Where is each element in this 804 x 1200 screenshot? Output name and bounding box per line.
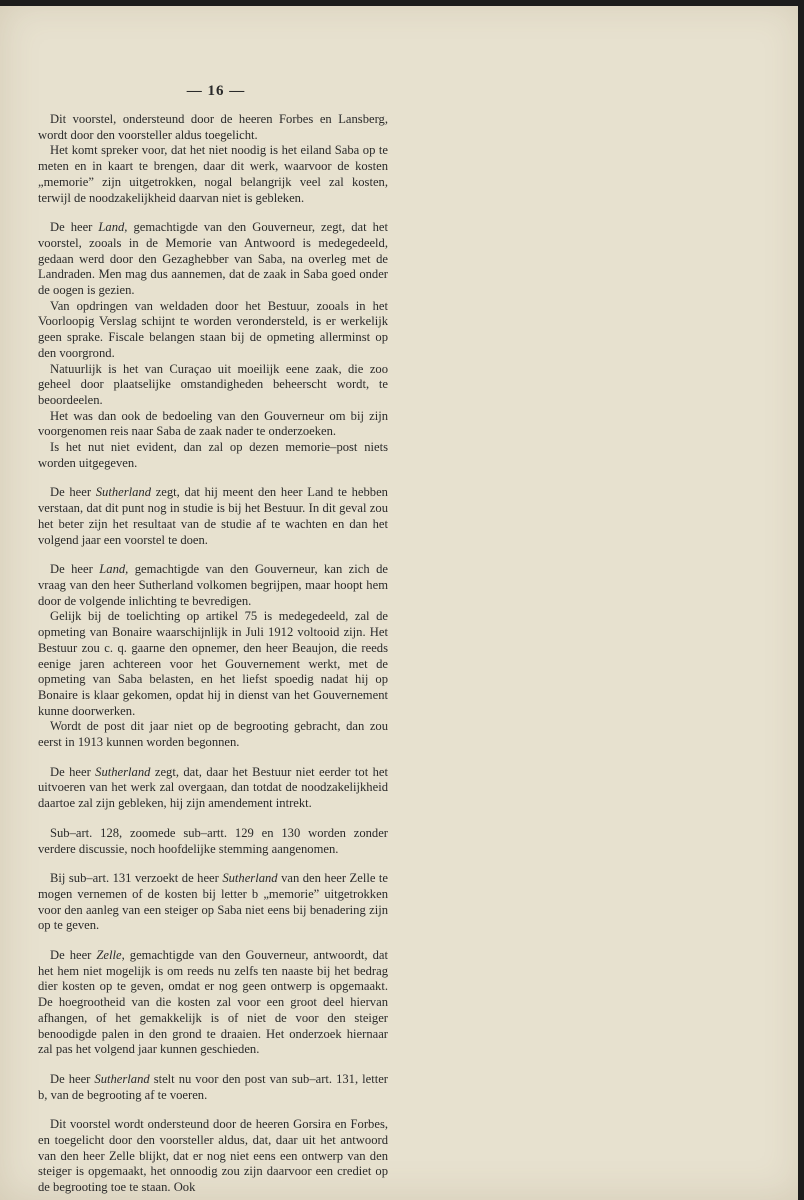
speaker-name: Sutherland bbox=[95, 764, 151, 779]
paragraph-text: gemachtigde van den Gouverneur, antwoordt, dat het hem niet mogelijk is om reeds nu zelfs ten naaste bij het bedrag dier kosten op te geven, omdat er nog geen ontwerp is opgemaakt. De hoegrootheid van die kosten zal voor een groot deel hiervan afhangen, of het gemakkelijk is of niet de voor den steiger benoodigde palen in den grond te draaien. Het onderzoek hiernaar zal pas het volgend jaar kunnen geschieden. bbox=[38, 948, 388, 1057]
paragraph-text: Is het nut niet evident, dan zal op dezen memorie–post niets worden uitgegeven. bbox=[38, 440, 388, 470]
scan-border-top bbox=[0, 0, 804, 6]
paragraph bbox=[38, 826, 388, 857]
paragraph-text: Het was dan ook de bedoeling van den Gouverneur om bij zijn voorgenomen reis naar Saba de zaak nader te onderzoeken. bbox=[38, 408, 388, 439]
speaker-name: Sutherland bbox=[222, 871, 278, 886]
paragraph-text: De heer bbox=[50, 948, 97, 963]
paragraph-text: Natuurlijk is het van Curaçao uit moeilijk eene zaak, die zoo geheel door plaatselijke omstandigheden beheerscht wordt, te beoordeelen. bbox=[38, 361, 388, 407]
paragraph bbox=[38, 143, 388, 206]
paragraph-text: De heer bbox=[50, 562, 100, 577]
paragraph-text: gemachtigde van den Gouverneur, kan zich de vraag van den heer Sutherland volkomen begrijpen, maar hoopt hem door de volgende inlichting te bevredigen. bbox=[38, 562, 388, 608]
body-text bbox=[38, 112, 388, 1196]
paragraph bbox=[38, 609, 388, 719]
paragraph-text: Bij sub–art. 131 verzoekt de heer bbox=[50, 871, 223, 886]
paragraph-text: Dit voorstel, ondersteund door de heeren Forbes en Lansberg, wordt door den voorsteller aldus toegelicht. bbox=[38, 112, 388, 142]
paragraph-text: De heer bbox=[50, 764, 96, 779]
paragraph bbox=[38, 948, 388, 1058]
paragraph-text: Sub–art. 128, zoomede sub–artt. 129 en 130 worden zonder verdere discussie, noch hoofdelijke stemming aangenomen. bbox=[38, 825, 388, 856]
paragraph bbox=[38, 485, 388, 548]
speaker-name: Land, bbox=[99, 562, 129, 577]
paragraph-text: De heer bbox=[50, 220, 99, 235]
paragraph bbox=[38, 871, 388, 934]
speaker-name: Zelle, bbox=[96, 948, 125, 963]
paragraph bbox=[38, 1117, 388, 1196]
paragraph-text: gemachtigde van den Gouverneur, zegt, dat het voorstel, zooals in de Memorie van Antwoord is medegedeeld, gedaan werd door den Gezaghebber van Saba, na overleg met de Landraden. Men mag dus aannemen, dat de zaak in Saba goed onder de oogen is gezien. bbox=[38, 220, 388, 298]
page-number: — 16 — bbox=[186, 83, 246, 99]
paragraph bbox=[38, 440, 388, 471]
paragraph-text: De heer bbox=[50, 1071, 95, 1086]
paragraph-text: van den heer Zelle te mogen vernemen of de kosten bij letter b „memorie” uitgetrokken voor den aanleg van een steiger op Saba niet eens bij benadering zijn op te geven. bbox=[38, 871, 388, 933]
paragraph-text: Dit voorstel wordt ondersteund door de heeren Gorsira en Forbes, en toegelicht door den voorsteller aldus, dat, daar uit het antwoord van den heer Zelle blijkt, dat er nog niet eens een ontwerp van den steiger is opgemaakt, het onnoodig zou zijn daarvoor een crediet op de begrooting toe te staan. Ook bbox=[38, 1117, 388, 1195]
paragraph bbox=[38, 299, 388, 362]
paragraph-text: Wordt de post dit jaar niet op de begrooting gebracht, dan zou eerst in 1913 kunnen worden begonnen. bbox=[38, 719, 388, 750]
paragraph bbox=[38, 719, 388, 750]
paragraph bbox=[38, 220, 388, 299]
scan-border-right bbox=[798, 0, 804, 1200]
paragraph bbox=[38, 112, 388, 143]
paragraph bbox=[38, 1072, 388, 1103]
speaker-name: Land, bbox=[98, 220, 128, 235]
paragraph bbox=[38, 409, 388, 440]
paragraph-text: Het komt spreker voor, dat het niet noodig is het eiland Saba op te meten en in kaart te brengen, daar dit werk, waarvoor de kosten „memorie” zijn uitgetrokken, nogal belangrijk veel zal kosten, terwijl de noodzakelijkheid daarvan niet is gebleken. bbox=[38, 143, 388, 205]
paragraph-text: Van opdringen van weldaden door het Bestuur, zooals in het Voorloopig Verslag schijnt te worden verondersteld, is er werkelijk geen sprake. Fiscale belangen staan bij de opmeting allerminst op den voorgrond. bbox=[38, 298, 388, 360]
paragraph bbox=[38, 362, 388, 409]
speaker-name: Sutherland bbox=[94, 1071, 150, 1086]
speaker-name: Sutherland bbox=[95, 485, 152, 500]
paragraph-text: stelt nu voor den post van sub–art. 131, letter b, van de begrooting af te voeren. bbox=[38, 1071, 388, 1102]
paragraph-text: De heer bbox=[50, 485, 96, 500]
paragraph-text: zegt, dat, daar het Bestuur niet eerder tot het uitvoeren van het werk zal overgaan, dan totdat de noodzakelijkheid daartoe zal zijn gebleken, hij zijn amendement intrekt. bbox=[38, 764, 388, 811]
paragraph-text: Gelijk bij de toelichting op artikel 75 is medegedeeld, zal de opmeting van Bonaire waarschijnlijk in Juli 1912 voltooid zijn. Het Bestuur zou c. q. gaarne den opnemer, den heer Beaujon, die reeds eenige jaren achtereen voor het Gouvernement werkt, met de opmeting van Saba belasten, en het liefst spoedig nadat hij op Bonaire is klaar gekomen, opdat hij in dienst van het Gouvernement kunne doorwerken. bbox=[38, 609, 388, 718]
paragraph bbox=[38, 562, 388, 609]
paragraph-text: zegt, dat hij meent den heer Land te hebben verstaan, dat dit punt nog in studie is bij het Bestuur. In dit geval zou het beter zijn het resultaat van de studie af te wachten en dan het volgend jaar een voorstel te doen. bbox=[38, 485, 388, 547]
paragraph bbox=[38, 765, 388, 812]
